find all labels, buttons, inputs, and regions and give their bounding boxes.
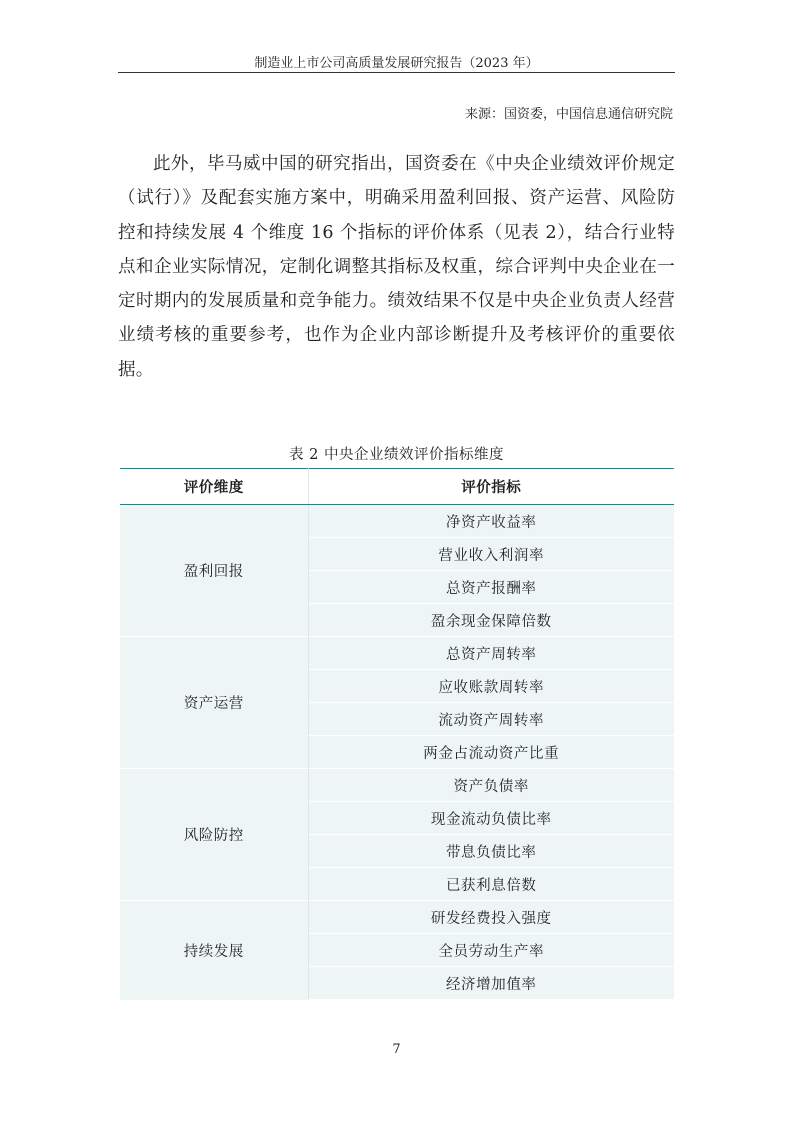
indicator-cell: 应收账款周转率: [308, 670, 674, 703]
indicator-cell: 已获利息倍数: [308, 868, 674, 901]
indicator-cell: 流动资产周转率: [308, 703, 674, 736]
table-header-row: [120, 469, 674, 505]
table-row: [120, 769, 674, 802]
dimension-cell: 盈利回报: [120, 505, 308, 637]
page-number: 7: [392, 1042, 401, 1057]
indicator-table: [120, 468, 674, 1000]
header-dimension: 评价维度: [120, 469, 308, 505]
running-header: 制造业上市公司高质量发展研究报告（2023 年）: [254, 56, 539, 71]
dimension-cell: 资产运营: [120, 637, 308, 769]
indicator-cell: 净资产收益率: [308, 505, 674, 538]
indicator-cell: 资产负债率: [308, 769, 674, 802]
indicator-cell: 营业收入利润率: [308, 538, 674, 571]
indicator-cell: 经济增加值率: [308, 967, 674, 1000]
indicator-cell: 带息负债比率: [308, 835, 674, 868]
dimension-cell: 持续发展: [120, 901, 308, 1000]
indicator-cell: 盈余现金保障倍数: [308, 604, 674, 637]
indicator-cell: 总资产报酬率: [308, 571, 674, 604]
indicator-cell: 研发经费投入强度: [308, 901, 674, 934]
table-caption: 表 2 中央企业绩效评价指标维度: [289, 447, 504, 463]
dimension-cell: 风险防控: [120, 769, 308, 901]
indicator-cell: 全员劳动生产率: [308, 934, 674, 967]
table-row: [120, 901, 674, 934]
indicator-cell: 总资产周转率: [308, 637, 674, 670]
indicator-cell: 两金占流动资产比重: [308, 736, 674, 769]
table-row: [120, 505, 674, 538]
body-paragraph: 此外，毕马威中国的研究指出，国资委在《中央企业绩效评价规定（试行）》及配套实施方案中，明确采用盈利回报、资产运营、风险防控和持续发展 4 个维度 16 个指标的评价体系（见表 2），结合行业特点和企业实际情况，定制化调整其指标及权重，综合评判中央企业在一定时期内的发展质量和竞争能力。绩效结果不仅是中央企业负责人经营业绩考核的重要参考，也作为企业内部诊断提升及考核评价的重要依据。: [118, 154, 675, 380]
header-rule: [118, 72, 675, 73]
table-row: [120, 637, 674, 670]
indicator-cell: 现金流动负债比率: [308, 802, 674, 835]
figure-source-note: 来源：国资委，中国信息通信研究院: [464, 107, 673, 122]
header-indicator: 评价指标: [308, 469, 674, 505]
